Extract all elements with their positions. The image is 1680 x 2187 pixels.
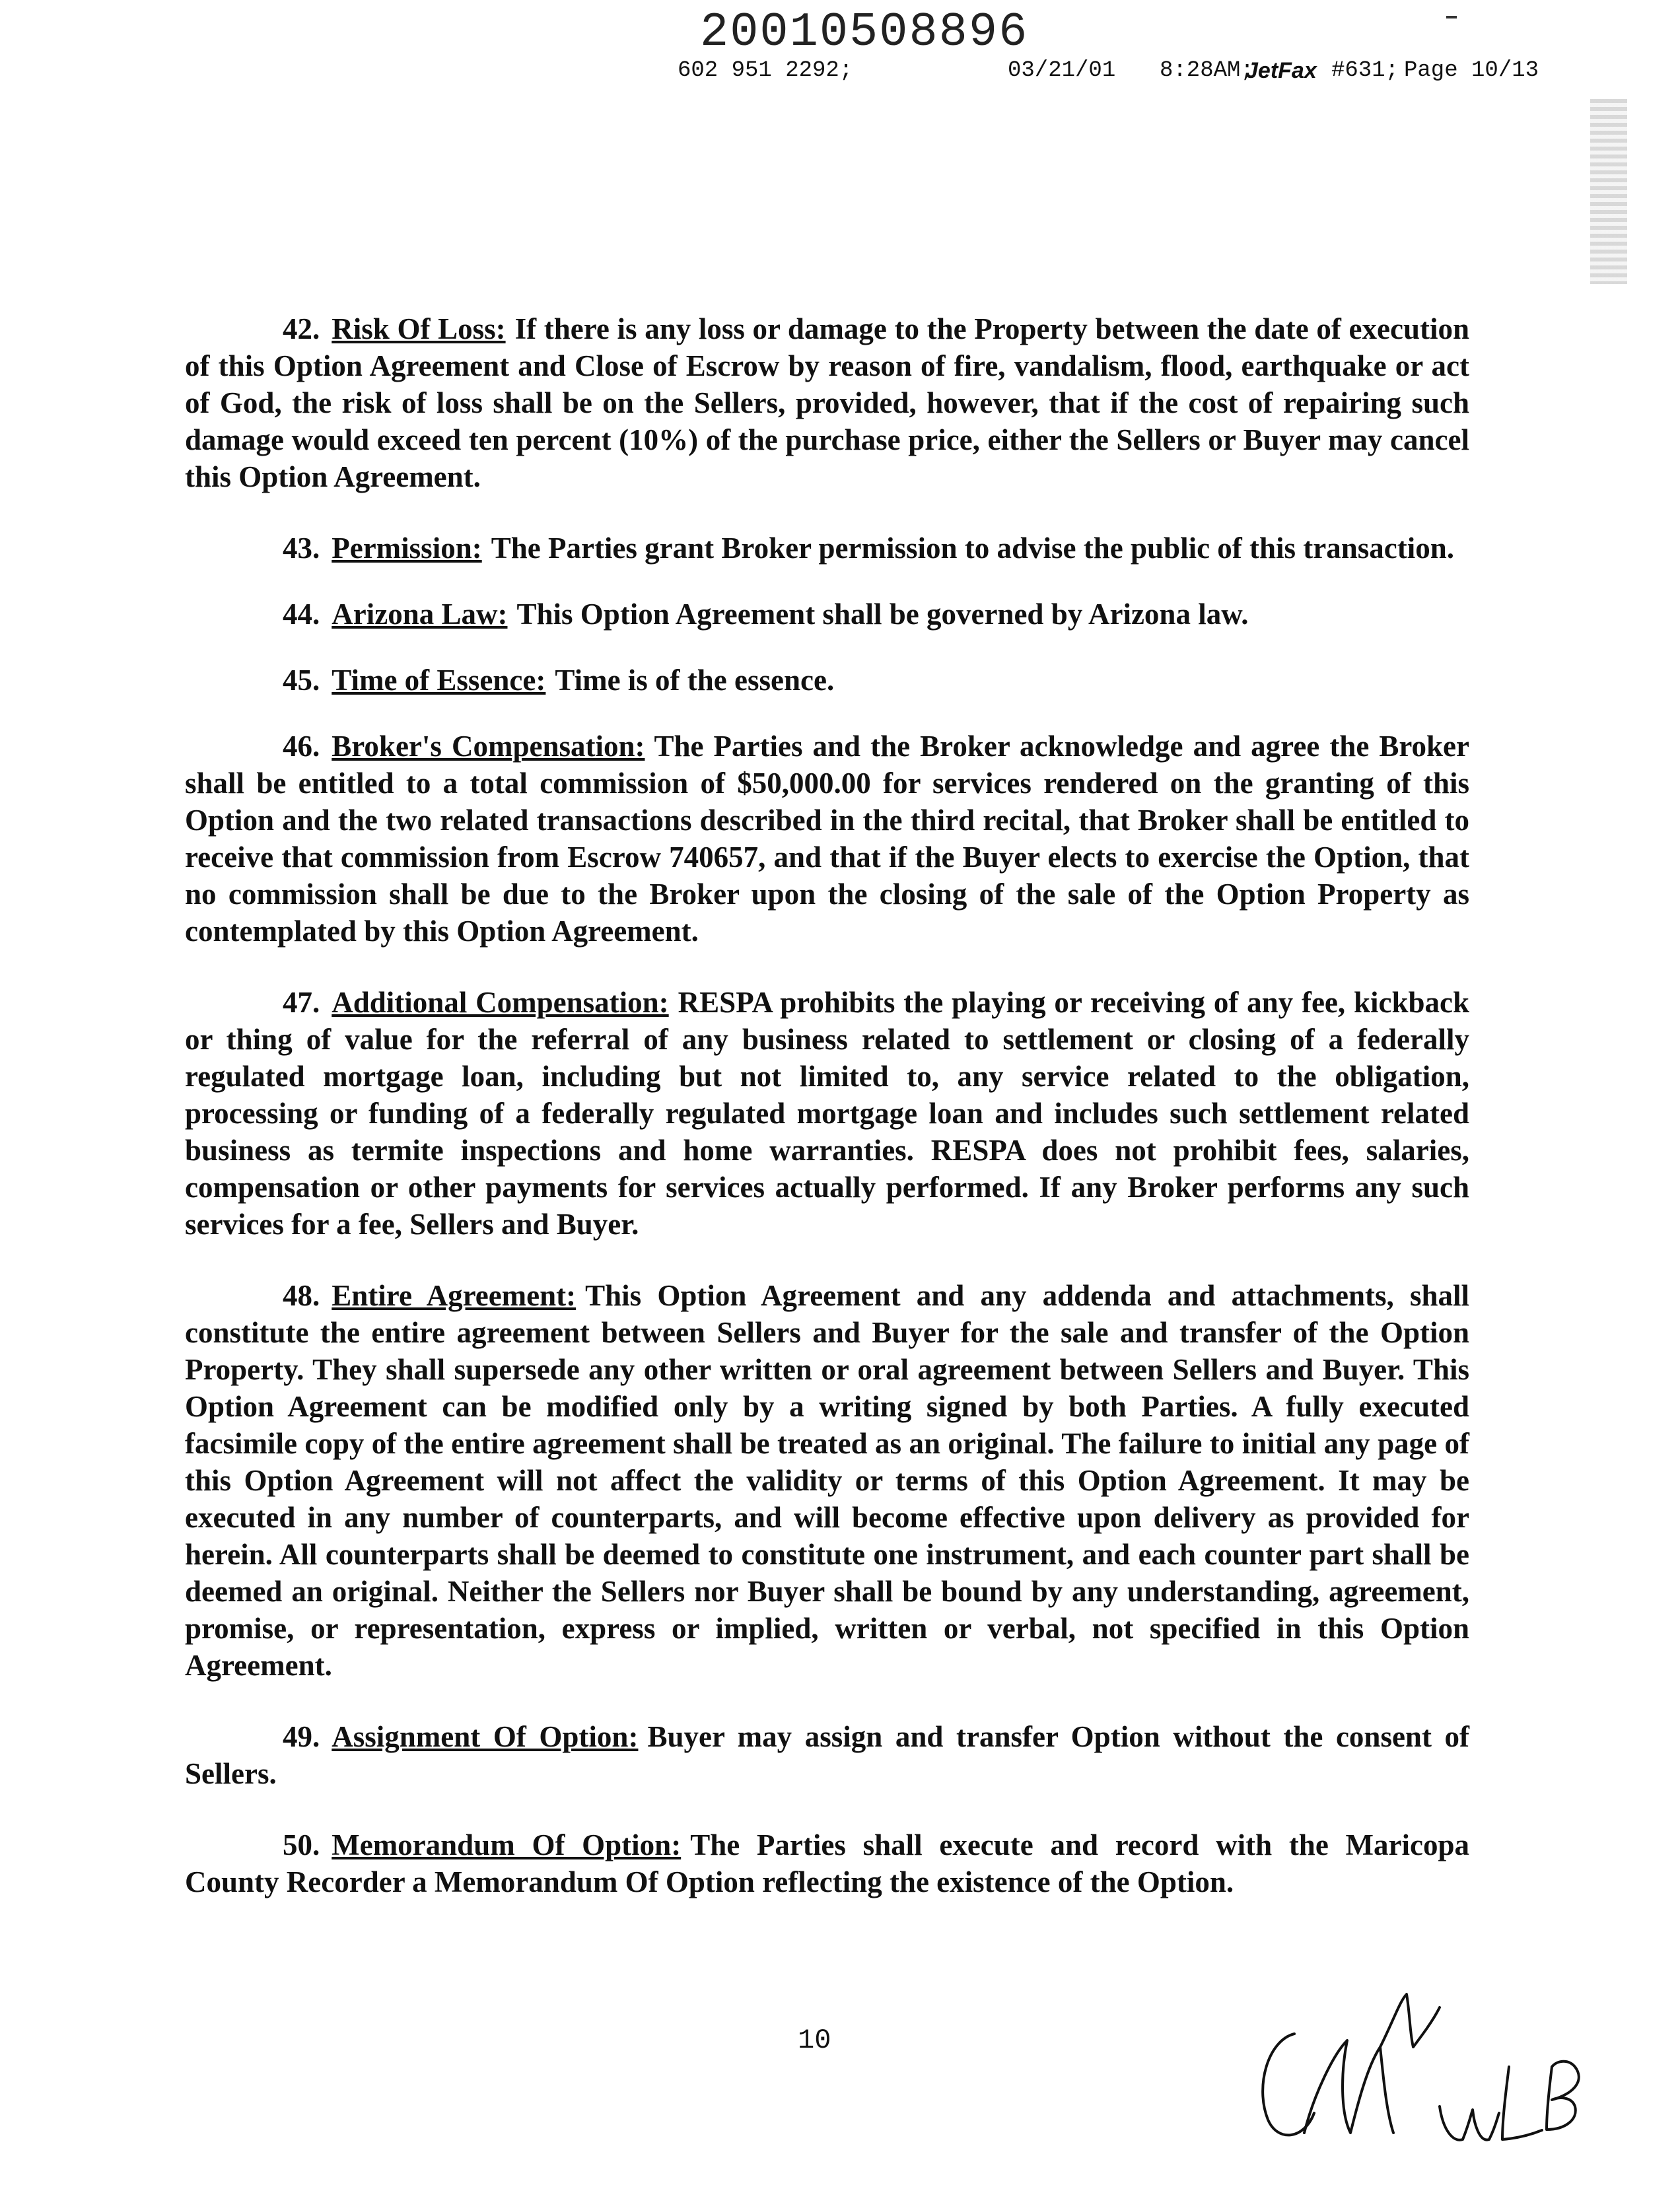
section-heading: Arizona Law: (332, 598, 508, 631)
fax-date: 03/21/01 (1008, 58, 1116, 83)
section-46 (185, 728, 1469, 950)
section-number: 42. (283, 312, 320, 345)
page-number: 10 (798, 2025, 831, 2056)
section-text: If there is any loss or damage to the Property between the date of execution of this Option Agreement and Close of Escrow by reason of fire, vandalism, flood, earthquake or act of God, the risk of loss shall be on the Sellers, provided, however, that if the cost of repairing such damage would exceed ten percent (10%) of the purchase price, either the Sellers or Buyer may cancel this Option Agreement. (185, 312, 1469, 493)
section-number: 43. (283, 532, 320, 565)
section-text: This Option Agreement shall be governed by Arizona law. (516, 598, 1249, 631)
fax-job: #631; (1331, 58, 1399, 83)
fax-page: Page 10/13 (1404, 58, 1539, 83)
section-heading: Assignment Of Option: (332, 1720, 639, 1753)
section-43 (185, 530, 1469, 567)
section-heading: Broker's Compensation: (332, 730, 645, 763)
section-50 (185, 1826, 1469, 1900)
section-44 (185, 596, 1469, 633)
fax-phone: 602 951 2292; (678, 58, 853, 83)
section-49 (185, 1718, 1469, 1792)
section-text: RESPA prohibits the playing or receiving of any fee, kickback or thing of value for the referral of any business related to settlement or closing of a federally regulated mortgage loan, including but not limited to, any service related to the obligation, processing or funding of a federally regulated mortgage loan and includes such settlement related business as termite inspections and home warranties. RESPA does not prohibit fees, salaries, compensation or other payments for services actually performed. If any Broker performs any such services for a fee, Sellers and Buyer. (185, 986, 1470, 1241)
section-heading: Risk Of Loss: (332, 312, 506, 345)
fax-header (678, 58, 1569, 98)
section-text: The Parties shall execute and record with the Maricopa County Recorder a Memorandum Of Option reflecting the existence of the Option. (185, 1828, 1469, 1898)
section-45 (185, 662, 1469, 699)
section-heading: Time of Essence: (332, 664, 546, 697)
section-42 (185, 310, 1469, 495)
section-text: The Parties grant Broker permission to advise the public of this transaction. (491, 532, 1455, 565)
section-number: 47. (283, 986, 320, 1019)
initials-stroke-6 (1547, 2062, 1579, 2130)
section-number: 50. (283, 1828, 320, 1861)
initials-stroke-4 (1440, 2106, 1499, 2140)
fax-brand: JetFax (1245, 58, 1317, 83)
section-text: Time is of the essence. (555, 664, 835, 697)
document-number: 20010508896 (700, 5, 1029, 59)
section-heading: Entire Agreement: (332, 1279, 577, 1312)
section-text: This Option Agreement and any addenda and attachments, shall constitute the entire agreement between Sellers and Buyer for the sale and transfer of the Option Property. They shall supersede any other written or oral agreement between Sellers and Buyer. This Option Agreement can be modified only by a writing signed by both Parties. A fully executed facsimile copy of the entire agreement shall be treated as an original. The failure to initial any page of this Option Agreement will not affect the validity or terms of this Option Agreement. It may be executed in any number of counterparts, and will become effective upon delivery as provided for herein. All counterparts shall be deemed to constitute one instrument, and each counter part shall be deemed an original. Neither the Sellers nor Buyer shall be bound by any understanding, agreement, promise, or representation, express or implied, written or verbal, not specified in this Option Agreement. (185, 1279, 1469, 1682)
section-number: 46. (283, 730, 320, 763)
section-heading: Additional Compensation: (332, 986, 669, 1019)
initials-stroke-2 (1304, 2040, 1393, 2133)
initials-stroke-3 (1380, 1994, 1440, 2047)
section-number: 48. (283, 1279, 320, 1312)
section-heading: Memorandum Of Option: (332, 1828, 682, 1861)
section-48 (185, 1277, 1469, 1684)
handwritten-initials (1242, 1981, 1611, 2179)
section-heading: Permission: (332, 532, 482, 565)
fax-time: 8:28AM; (1160, 58, 1254, 83)
section-text: The Parties and the Broker acknowledge and agree the Broker shall be entitled to a total commission of $50,000.00 for services rendered on the granting of this Option and the two related transactions described in the third recital, that Broker shall be entitled to receive that commission from Escrow 740657, and that if the Buyer elects to exercise the Option, that no commission shall be due to the Broker upon the closing of the sale of the Option Property as contemplated by this Option Agreement. (185, 730, 1469, 948)
document-body (185, 310, 1469, 1935)
top-dash-mark (1446, 16, 1457, 18)
section-text: Buyer may assign and transfer Option without the consent of Sellers. (185, 1720, 1469, 1790)
section-number: 49. (283, 1720, 320, 1753)
section-47 (185, 984, 1469, 1243)
section-number: 44. (283, 598, 320, 631)
initials-stroke-5 (1502, 2067, 1542, 2139)
margin-stamp (1590, 99, 1627, 284)
section-number: 45. (283, 664, 320, 697)
